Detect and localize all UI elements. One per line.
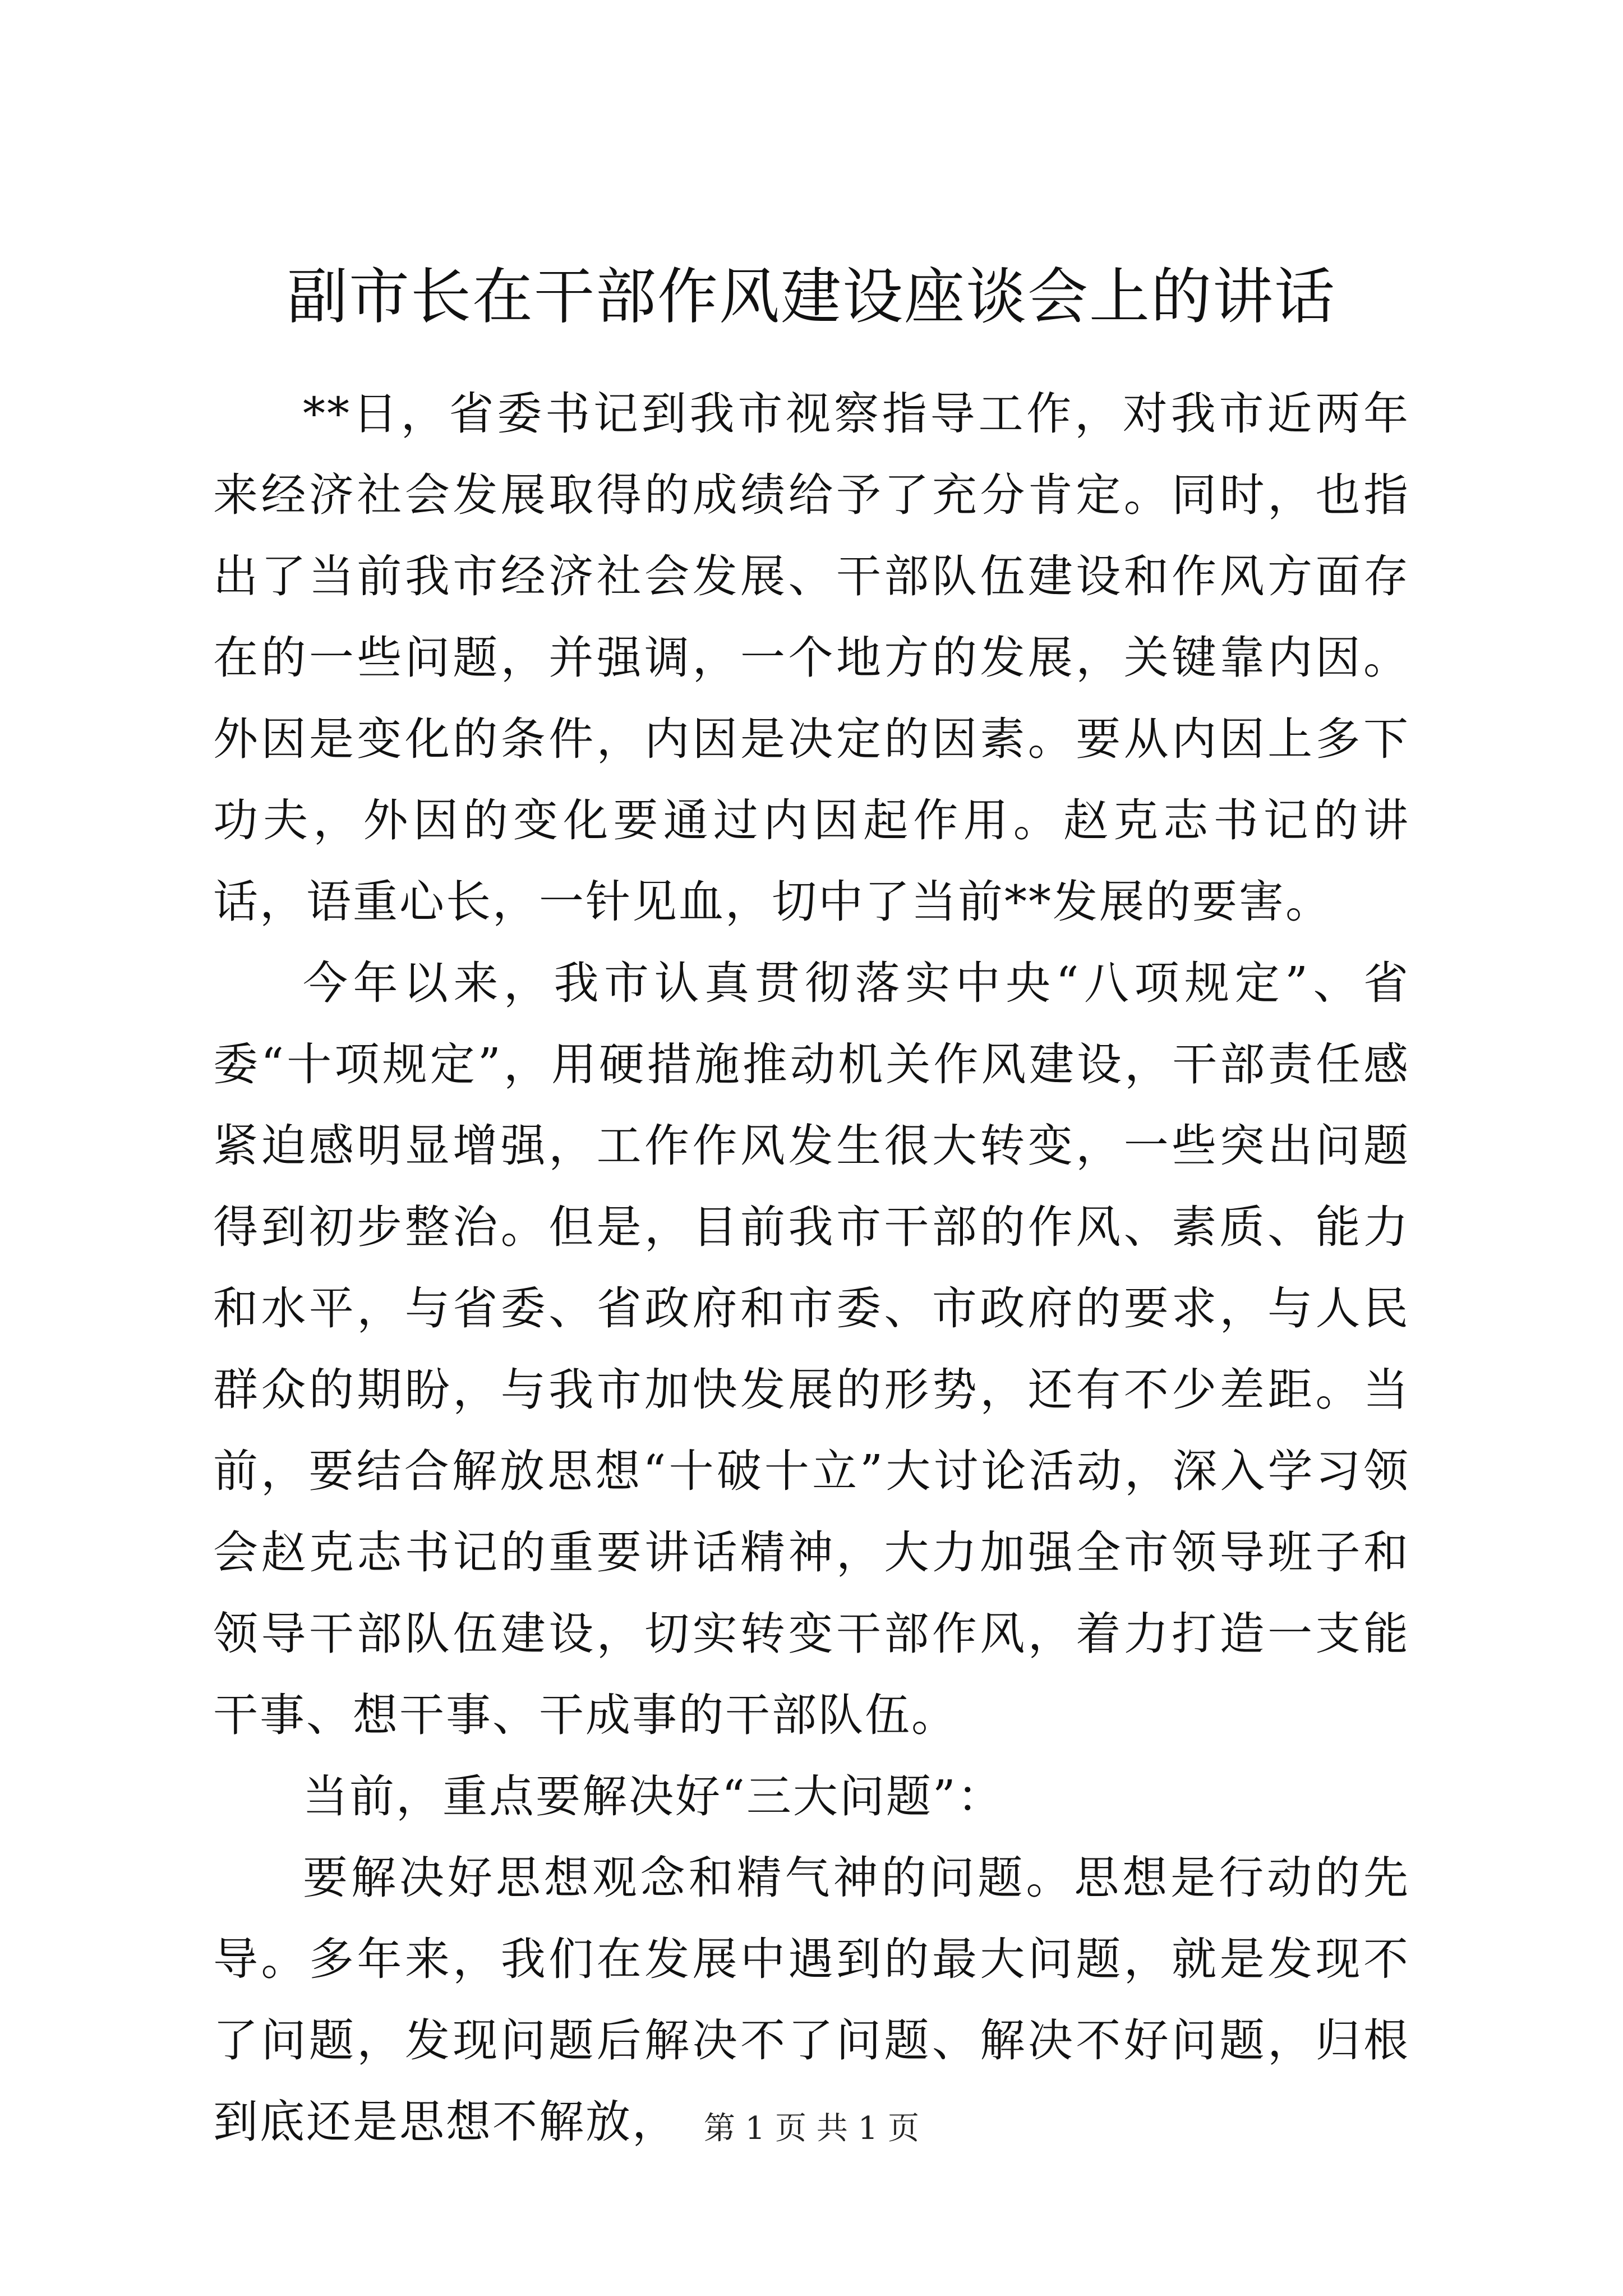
paragraph: 今年以来，我市认真贯彻落实中央“八项规定”、省委“十项规定”，用硬措施推动机关作风建设，干部责任感紧迫感明显增强，工作作风发生很大转变，一些突出问题得到初步整治。但是，目前我市干部的作风、素质、能力和水平，与省委、省政府和市委、市政府的要求，与人民群众的期盼，与我市加快发展的形势，还有不少差距。当前，要结合解放思想“十破十立”大讨论活动，深入学习领会赵克志书记的重要讲话精神，大力加强全市领导班子和领导干部队伍建设，切实转变干部作风，着力打造一支能干事、想干事、干成事的干部队伍。	[213, 957, 1410, 1741]
document-body	[213, 373, 1410, 2162]
document-title: 副市长在干部作风建设座谈会上的讲话	[287, 262, 1336, 332]
paragraph: 要解决好思想观念和精气神的问题。思想是行动的先导。多年来，我们在发展中遇到的最大问题，就是发现不了问题，发现问题后解决不了问题、解决不好问题，归根到底还是思想不解放，	[213, 1852, 1410, 2148]
page-number-footer: 第 1 页 共 1 页	[703, 2110, 920, 2147]
paragraph: 当前，重点要解决好“三大问题”：	[303, 1770, 1004, 1823]
paragraph: **日，省委书记到我市视察指导工作，对我市近两年来经济社会发展取得的成绩给予了充分肯定。同时，也指出了当前我市经济社会发展、干部队伍建设和作风方面存在的一些问题，并强调，一个地方的发展，关键靠内因。外因是变化的条件，内因是决定的因素。要从内因上多下功夫，外因的变化要通过内因起作用。赵克志书记的讲话，语重心长，一针见血，切中了当前**发展的要害。	[213, 388, 1410, 928]
